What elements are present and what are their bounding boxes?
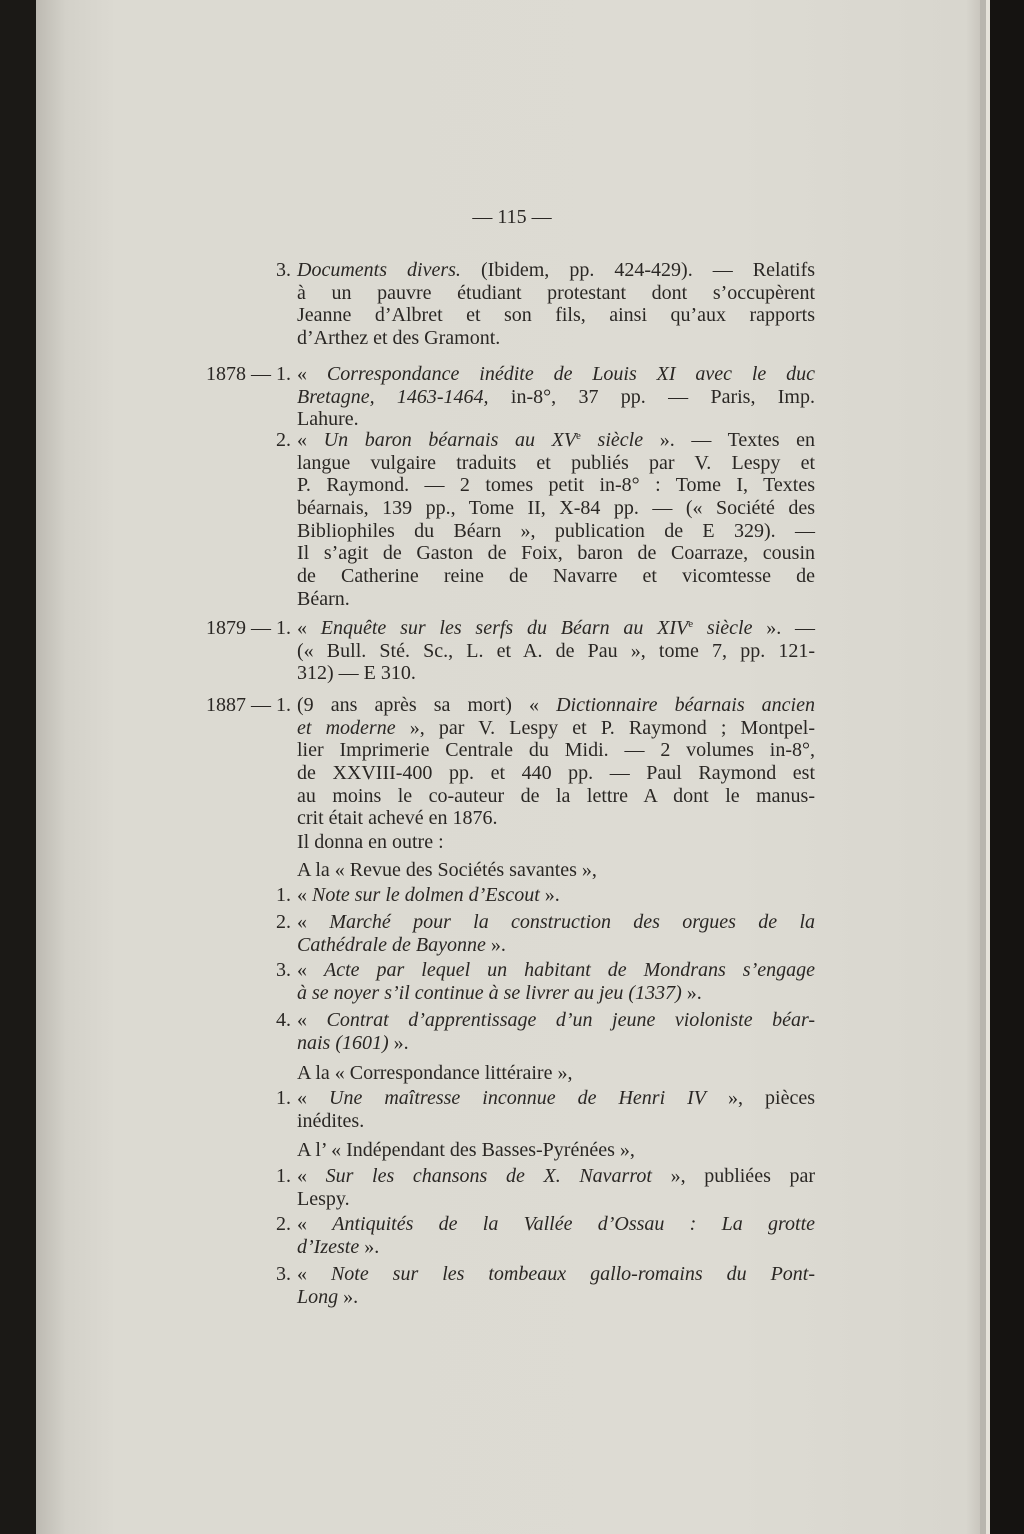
bibliography-entry (206, 363, 815, 431)
italic-title: Bretagne, 1463-1464, (297, 385, 489, 408)
bibliography-entry (276, 884, 815, 907)
roman-text: ». — Textes en (643, 429, 815, 451)
text-line (297, 640, 815, 663)
text-line (297, 363, 815, 386)
roman-text: « (297, 1009, 327, 1031)
roman-text: au moins le co-auteur de la lettre A dont le manus- (297, 784, 815, 807)
text-line (297, 282, 815, 305)
entry-label: 1. (276, 884, 291, 906)
italic-title: siècle (693, 617, 753, 639)
bibliography-entry (276, 259, 816, 350)
text-line (297, 1009, 815, 1032)
superscript: e (576, 430, 581, 442)
text-line (297, 717, 815, 740)
roman-text: Il s’agit de Gaston de Foix, baron de Coarraze, cousin (297, 542, 815, 565)
italic-title: nais (1601) (297, 1031, 389, 1054)
text-line (297, 520, 815, 543)
italic-title: d’Izeste (297, 1235, 360, 1258)
roman-text: Il donna en outre : (297, 831, 444, 853)
roman-text: Bibliophiles du Béarn », publication de E 329). — (297, 519, 815, 542)
text-line (297, 304, 815, 327)
roman-text: de Catherine reine de Navarre et vicomtesse de (297, 565, 815, 588)
text-line (297, 1263, 815, 1286)
italic-title: Note sur les tombeaux gallo-romains du Pont- (330, 1263, 816, 1285)
roman-text: « (297, 959, 324, 981)
text-line (297, 934, 815, 957)
text-line (297, 884, 815, 907)
roman-text: Lahure. (297, 408, 359, 431)
entry-label: 4. (276, 1009, 291, 1031)
roman-text: », publiées par (651, 1165, 816, 1187)
text-line (297, 1032, 815, 1055)
text-line (297, 497, 815, 520)
entry-label: 1879 — 1. (206, 617, 291, 639)
roman-text: langue vulgaire traduits et publiés par V. Lespy et (297, 451, 815, 474)
roman-text: (9 ans après sa mort) « (297, 694, 557, 716)
roman-text: ». (359, 1235, 380, 1258)
roman-text: à un pauvre étudiant protestant dont s’occupèrent (297, 281, 815, 304)
bibliography-entry (276, 1165, 816, 1210)
bibliography-entry (276, 959, 815, 1004)
roman-text: « (297, 429, 324, 451)
italic-title: siècle (580, 429, 644, 451)
text-line (297, 617, 815, 640)
text-line (297, 1236, 815, 1259)
roman-text: « (297, 1165, 326, 1187)
text-line (297, 739, 815, 762)
text-line (297, 959, 815, 982)
text-line (297, 588, 815, 611)
roman-text: (« Bull. Sté. Sc., L. et A. de Pau », tome 7, pp. 121- (297, 639, 815, 662)
entry-label: 1887 — 1. (206, 694, 291, 716)
page-number: — 115 — (472, 206, 552, 228)
text-line (297, 1062, 815, 1085)
text-line (297, 1213, 815, 1236)
entry-label: 1. (276, 1087, 291, 1109)
roman-text: in-8°, 37 pp. — Paris, Imp. (488, 385, 815, 408)
roman-text: ». (485, 933, 506, 956)
roman-text: « (297, 1087, 330, 1109)
roman-text: », pièces (706, 1087, 815, 1109)
roman-text: ». (681, 981, 702, 1004)
roman-text: 312) — E 310. (297, 662, 416, 685)
roman-text: A la « Revue des Sociétés savantes », (297, 859, 597, 881)
roman-text: (Ibidem, pp. 424-429). — Relatifs (460, 259, 816, 281)
roman-text: ». (338, 1285, 359, 1308)
roman-text: Jeanne d’Albret et son fils, ainsi qu’aux rapports (297, 304, 815, 327)
italic-title: Long (297, 1285, 339, 1308)
roman-text: Béarn. (297, 587, 350, 610)
entry-label: 3. (276, 959, 291, 981)
bibliography-entry (276, 911, 815, 956)
text-line (297, 429, 815, 452)
roman-text: « (297, 884, 312, 906)
text-line (297, 982, 815, 1005)
text-line (297, 565, 815, 588)
text-line (297, 1188, 815, 1211)
text-line (297, 474, 815, 497)
roman-text: lier Imprimerie Centrale du Midi. — 2 volumes in-8°, (297, 739, 815, 762)
entry-label: 1878 — 1. (206, 363, 291, 385)
bibliography-entry (276, 1213, 815, 1258)
roman-text: d’Arthez et des Gramont. (297, 327, 501, 350)
italic-title: Un baron béarnais au XV (323, 429, 577, 451)
text-line (297, 1087, 815, 1110)
roman-text: A la « Correspondance littéraire », (297, 1062, 573, 1084)
text-line (297, 911, 815, 934)
italic-title: Note sur le dolmen d’Escout (312, 884, 540, 906)
text-line (297, 1165, 815, 1188)
italic-title: Contrat d’apprentissage d’un jeune violoniste béar- (326, 1009, 815, 1031)
superscript: e (688, 618, 694, 630)
italic-title: à se noyer s’il continue à se livrer au jeu (1337) (297, 981, 682, 1004)
bibliography-entry (276, 1087, 815, 1132)
entry-label: 2. (276, 1213, 291, 1235)
text-line (297, 662, 815, 685)
text-line (297, 1286, 815, 1309)
italic-title: Enquête sur les serfs du Béarn au XIV (320, 617, 689, 639)
bibliography-entry (297, 831, 815, 854)
scan-background (990, 0, 1024, 1534)
text-line (297, 831, 815, 854)
italic-title: Sur les chansons de X. Navarrot (325, 1165, 652, 1187)
text-line (297, 807, 815, 830)
roman-text: crit était achevé en 1876. (297, 807, 498, 830)
bibliography-entry (297, 1062, 815, 1085)
roman-text: « (297, 617, 321, 639)
roman-text: « (297, 1263, 331, 1285)
italic-title: Dictionnaire béarnais ancien (556, 694, 815, 716)
text-line (297, 785, 815, 808)
bibliography-entry (206, 694, 815, 830)
roman-text: inédites. (297, 1109, 365, 1132)
roman-text: de XXVIII-400 pp. et 440 pp. — Paul Raymond est (297, 762, 815, 785)
entry-label: 1. (276, 1165, 291, 1187)
roman-text: ». — (752, 617, 816, 639)
roman-text: « (297, 1213, 333, 1235)
bibliography-entry (276, 1263, 816, 1308)
bibliography-entry (276, 429, 815, 611)
italic-title: Correspondance inédite de Louis XI avec le duc (326, 363, 815, 385)
italic-title: et moderne (297, 716, 396, 739)
entry-label: 2. (276, 429, 291, 451)
text-line (297, 1139, 815, 1162)
text-line (297, 327, 815, 350)
italic-title: Antiquités de la Vallée d’Ossau : La grotte (332, 1213, 815, 1235)
bibliography-entry (276, 1009, 815, 1054)
text-line (297, 386, 815, 409)
entry-label: 3. (276, 1263, 291, 1285)
bibliography-entry (297, 1139, 815, 1162)
entry-label: 3. (276, 259, 291, 281)
text-line (297, 694, 815, 717)
bibliography-entry (297, 859, 815, 882)
roman-text: ». (388, 1031, 409, 1054)
roman-text: « (297, 363, 327, 385)
roman-text: ». (539, 884, 560, 906)
text-line (297, 762, 815, 785)
text-line (297, 408, 815, 431)
roman-text: béarnais, 139 pp., Tome II, X-84 pp. — (« Société des (297, 497, 815, 520)
text-line (297, 452, 815, 475)
bibliography-entry (206, 617, 816, 685)
italic-title: Acte par lequel un habitant de Mondrans s’engage (323, 959, 815, 981)
text-line (297, 542, 815, 565)
italic-title: Marché pour la construction des orgues de la (329, 911, 815, 933)
roman-text: », par V. Lespy et P. Raymond ; Montpel- (395, 716, 815, 739)
italic-title: Documents divers. (297, 259, 461, 281)
italic-title: Une maîtresse inconnue de Henri IV (329, 1087, 707, 1109)
text-line (297, 259, 815, 282)
roman-text: Lespy. (297, 1187, 350, 1210)
roman-text: A l’ « Indépendant des Basses-Pyrénées », (297, 1139, 635, 1161)
text-line (297, 1110, 815, 1133)
italic-title: Cathédrale de Bayonne (297, 933, 486, 956)
entry-label: 2. (276, 911, 291, 933)
roman-text: « (297, 911, 330, 933)
roman-text: P. Raymond. — 2 tomes petit in-8° : Tome I, Textes (297, 474, 815, 497)
text-line (297, 859, 815, 882)
